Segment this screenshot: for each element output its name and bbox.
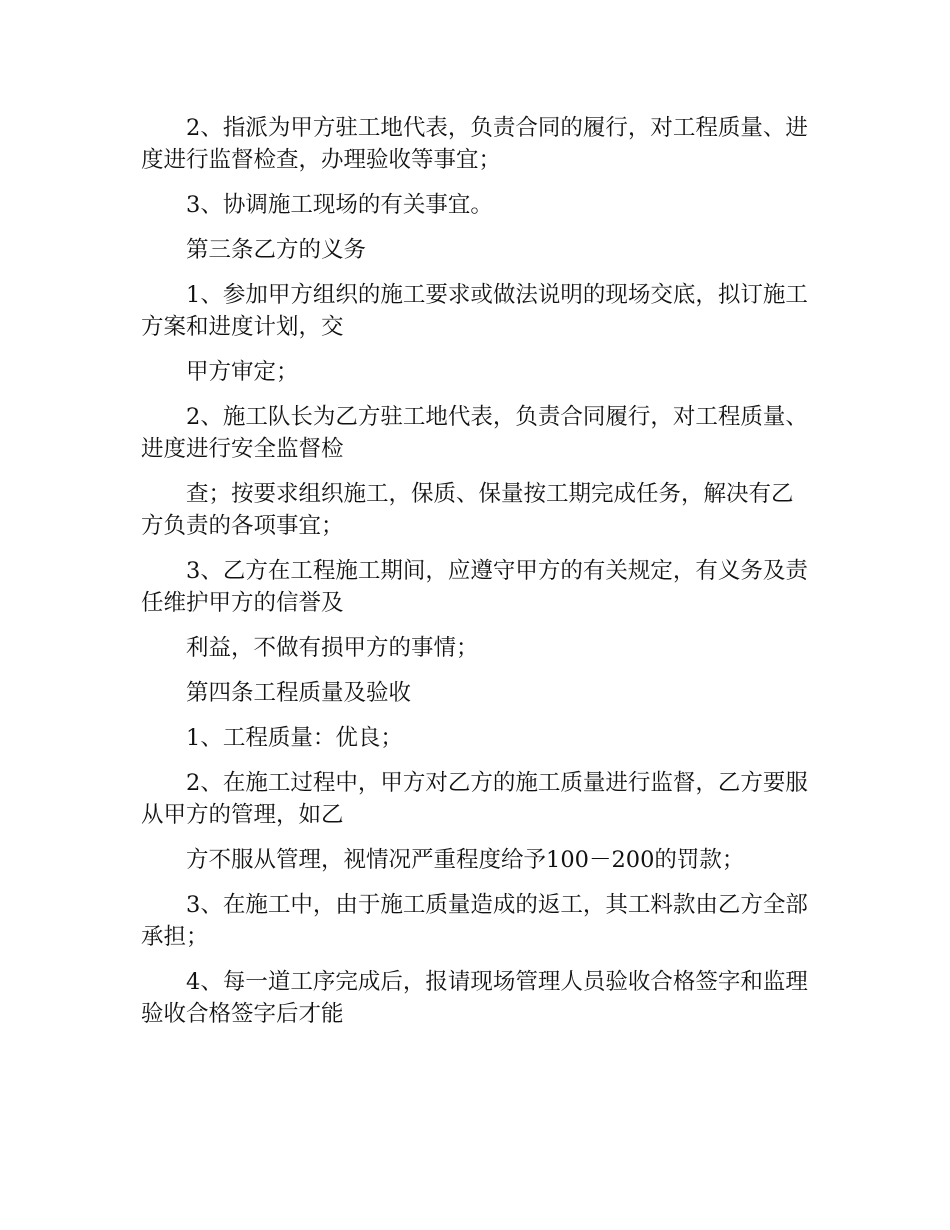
paragraph-11: 1、工程质量：优良； (186, 725, 403, 751)
paragraph-8: 3、乙方在工程施工期间，应遵守甲方的有关规定，有义务及责任维护甲方的信誉及 (141, 558, 808, 616)
paragraph-2: 3、协调施工现场的有关事宜。 (186, 192, 493, 218)
paragraph-9: 利益，不做有损甲方的事情； (186, 635, 479, 661)
paragraph-5: 甲方审定； (186, 359, 299, 385)
paragraph-15: 4、每一道工序完成后，报请现场管理人员验收合格签字和监理验收合格签字后才能 (141, 969, 808, 1027)
paragraph-14: 3、在施工中，由于施工质量造成的返工，其工料款由乙方全部承担； (141, 892, 808, 950)
paragraph-1: 2、指派为甲方驻工地代表，负责合同的履行，对工程质量、进度进行监督检查，办理验收等事宜； (141, 115, 808, 173)
document-body (141, 112, 809, 1043)
paragraph-4: 1、参加甲方组织的施工要求或做法说明的现场交底，拟订施工方案和进度计划，交 (141, 282, 808, 340)
paragraph-12: 2、在施工过程中，甲方对乙方的施工质量进行监督，乙方要服从甲方的管理，如乙 (141, 770, 808, 828)
section-heading-article-4: 第四条工程质量及验收 (186, 680, 412, 706)
paragraph-6: 2、施工队长为乙方驻工地代表，负责合同履行，对工程质量、进度进行安全监督检 (141, 404, 808, 462)
paragraph-7: 查；按要求组织施工，保质、保量按工期完成任务，解决有乙方负责的各项事宜； (141, 481, 794, 539)
section-heading-article-3: 第三条乙方的义务 (186, 237, 367, 263)
paragraph-13: 方不服从管理，视情况严重程度给予100－200的罚款； (186, 847, 745, 873)
